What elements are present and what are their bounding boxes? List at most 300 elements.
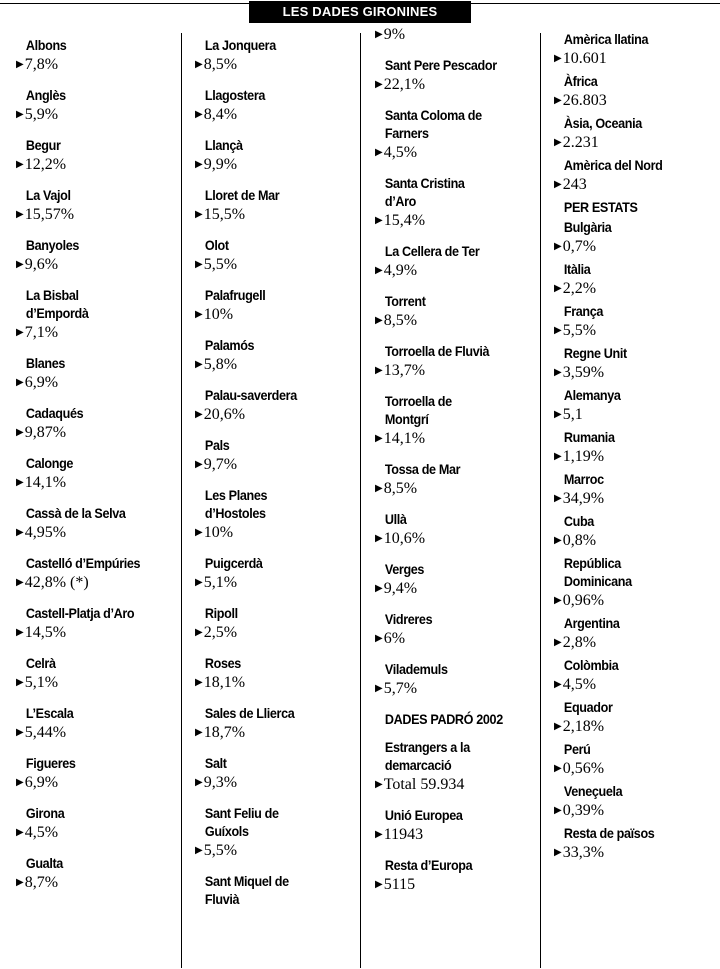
- entry-value-text: 8,4%: [203, 106, 238, 123]
- entry-value-text: 2,18%: [562, 718, 605, 735]
- entry-label: Perú: [563, 741, 591, 757]
- entry-value: [16, 672, 176, 694]
- data-entry: [195, 704, 355, 744]
- entry-label: Colòmbia: [563, 657, 619, 673]
- entry-value: [375, 774, 535, 796]
- entry-value-text: 15,5%: [203, 206, 246, 223]
- column-divider: [360, 33, 361, 968]
- data-entry: [16, 654, 176, 694]
- data-entry: [16, 354, 176, 394]
- column-4: [554, 24, 720, 969]
- entry-value-text: 0,96%: [562, 592, 605, 609]
- triangle-bullet-icon: ▶: [554, 283, 562, 294]
- entry-value: [554, 236, 720, 258]
- entry-value: [375, 360, 535, 382]
- entry-value: [554, 278, 720, 300]
- triangle-bullet-icon: ▶: [375, 879, 383, 890]
- entry-label: Ullà: [384, 511, 407, 527]
- data-entry: [195, 136, 355, 176]
- entry-value: [375, 478, 535, 500]
- entry-value: [195, 54, 355, 76]
- entry-value: [375, 142, 535, 164]
- entry-value: [554, 800, 720, 822]
- entry-label: Guíxols: [204, 823, 249, 839]
- triangle-bullet-icon: ▶: [554, 53, 562, 64]
- entry-label: Begur: [25, 137, 61, 153]
- entry-value: [554, 758, 720, 780]
- entry-value-text: 4,5%: [383, 144, 418, 161]
- entry-value-text: 4,95%: [24, 524, 67, 541]
- entry-value: [554, 90, 720, 112]
- entry-value-text: 8,5%: [383, 480, 418, 497]
- entry-value: [16, 422, 176, 444]
- entry-value: [195, 204, 355, 226]
- entry-value-text: 5,9%: [24, 106, 59, 123]
- data-entry: [554, 698, 720, 738]
- triangle-bullet-icon: ▶: [16, 877, 24, 888]
- data-entry: [195, 386, 355, 426]
- entry-label: Palau-saverdera: [204, 387, 297, 403]
- triangle-bullet-icon: ▶: [375, 79, 383, 90]
- triangle-bullet-icon: ▶: [16, 59, 24, 70]
- entry-label: República: [563, 555, 621, 571]
- entry-value: [16, 772, 176, 794]
- entry-value: [195, 522, 355, 544]
- entry-label: La Bisbal: [25, 287, 79, 303]
- entry-value-text: 10.601: [562, 50, 607, 67]
- triangle-bullet-icon: ▶: [195, 159, 203, 170]
- triangle-bullet-icon: ▶: [375, 147, 383, 158]
- data-entry: [554, 554, 720, 612]
- triangle-bullet-icon: ▶: [195, 677, 203, 688]
- data-entry: [16, 236, 176, 276]
- entry-label: França: [563, 303, 604, 319]
- entry-label: Cassà de la Selva: [25, 505, 126, 521]
- entry-value-text: 14,5%: [24, 624, 67, 641]
- data-entry: [554, 156, 720, 196]
- entry-value: [16, 254, 176, 276]
- data-entry: [375, 856, 535, 896]
- entry-label: Palafrugell: [204, 287, 266, 303]
- entry-value-text: Total 59.934: [383, 776, 465, 793]
- entry-value: [554, 488, 720, 510]
- entry-value-text: 6,9%: [24, 374, 59, 391]
- data-entry: [554, 114, 720, 154]
- triangle-bullet-icon: ▶: [195, 59, 203, 70]
- data-entry: [554, 218, 720, 258]
- entry-label: Resta d’Europa: [384, 857, 473, 873]
- entry-value: [375, 628, 535, 650]
- data-entry: [554, 302, 720, 342]
- entry-value: [16, 54, 176, 76]
- column-divider: [540, 33, 541, 968]
- entry-value-text: 14,1%: [383, 430, 426, 447]
- data-entry: [375, 710, 535, 728]
- data-entry: [554, 824, 720, 864]
- triangle-bullet-icon: ▶: [375, 365, 383, 376]
- entry-label: Alemanya: [563, 387, 621, 403]
- triangle-bullet-icon: ▶: [554, 847, 562, 858]
- entry-value-text: 11943: [383, 826, 424, 843]
- entry-label: Girona: [25, 805, 65, 821]
- entry-label: Calonge: [25, 455, 74, 471]
- data-entry: [195, 554, 355, 594]
- entry-value-text: 5,5%: [562, 322, 597, 339]
- entry-value-text: 12,2%: [24, 156, 67, 173]
- triangle-bullet-icon: ▶: [554, 763, 562, 774]
- entry-value-text: 18,7%: [203, 724, 246, 741]
- entry-value-text: 6,9%: [24, 774, 59, 791]
- data-entry: [375, 242, 535, 282]
- entry-value: [375, 260, 535, 282]
- data-entry: [554, 512, 720, 552]
- entry-value: [375, 874, 535, 896]
- triangle-bullet-icon: ▶: [554, 805, 562, 816]
- entry-label: Torrent: [384, 293, 426, 309]
- entry-label: Llagostera: [204, 87, 266, 103]
- triangle-bullet-icon: ▶: [375, 683, 383, 694]
- entry-value-text: 42,8% (*): [24, 574, 89, 591]
- entry-value: [16, 154, 176, 176]
- entry-value-text: 5,1: [562, 406, 583, 423]
- entry-value: [195, 722, 355, 744]
- entry-label: PER ESTATS: [563, 199, 638, 215]
- entry-value: [375, 74, 535, 96]
- entry-label: Farners: [384, 125, 429, 141]
- entry-label: Tossa de Mar: [384, 461, 461, 477]
- data-entry: [195, 86, 355, 126]
- entry-value: [16, 322, 176, 344]
- entry-value: [16, 572, 176, 594]
- entry-label: Cadaqués: [25, 405, 84, 421]
- triangle-bullet-icon: ▶: [375, 265, 383, 276]
- entry-label: Torroella de Fluvià: [384, 343, 490, 359]
- data-entry: [375, 460, 535, 500]
- data-entry: [16, 604, 176, 644]
- data-entry: [375, 174, 535, 232]
- data-entry: [375, 292, 535, 332]
- triangle-bullet-icon: ▶: [375, 315, 383, 326]
- triangle-bullet-icon: ▶: [16, 827, 24, 838]
- triangle-bullet-icon: ▶: [554, 241, 562, 252]
- triangle-bullet-icon: ▶: [16, 209, 24, 220]
- triangle-bullet-icon: ▶: [554, 637, 562, 648]
- data-entry: [195, 754, 355, 794]
- entry-label: d’Aro: [384, 193, 417, 209]
- entry-value-text: 15,57%: [24, 206, 75, 223]
- triangle-bullet-icon: ▶: [16, 677, 24, 688]
- entry-value: [195, 154, 355, 176]
- entry-label: Vilademuls: [384, 661, 448, 677]
- entry-label: Verges: [384, 561, 425, 577]
- entry-label: Les Planes: [204, 487, 268, 503]
- data-entry: [375, 510, 535, 550]
- entry-label: Regne Unit: [563, 345, 627, 361]
- entry-label: La Cellera de Ter: [384, 243, 480, 259]
- triangle-bullet-icon: ▶: [375, 483, 383, 494]
- triangle-bullet-icon: ▶: [554, 679, 562, 690]
- entry-label: Albons: [25, 37, 67, 53]
- entry-value-text: 2,5%: [203, 624, 238, 641]
- triangle-bullet-icon: ▶: [375, 779, 383, 790]
- entry-value: [16, 104, 176, 126]
- entry-value: [195, 772, 355, 794]
- entry-value: [16, 622, 176, 644]
- triangle-bullet-icon: ▶: [375, 633, 383, 644]
- data-entry: [16, 186, 176, 226]
- triangle-bullet-icon: ▶: [375, 215, 383, 226]
- entry-label: Amèrica del Nord: [563, 157, 663, 173]
- data-entry: [554, 72, 720, 112]
- data-entry: [554, 740, 720, 780]
- entry-label: Puigcerdà: [204, 555, 263, 571]
- data-entry: [16, 404, 176, 444]
- triangle-bullet-icon: ▶: [554, 595, 562, 606]
- entry-label: Lloret de Mar: [204, 187, 280, 203]
- entry-value-text: 8,5%: [203, 56, 238, 73]
- entry-value-text: 5115: [383, 876, 416, 893]
- entry-value: [554, 716, 720, 738]
- entry-label: Anglès: [25, 87, 66, 103]
- entry-label: La Jonquera: [204, 37, 276, 53]
- entry-value-text: 10%: [203, 524, 234, 541]
- triangle-bullet-icon: ▶: [375, 829, 383, 840]
- triangle-bullet-icon: ▶: [16, 159, 24, 170]
- entry-value-text: 2.231: [562, 134, 599, 151]
- entry-label: Itàlia: [563, 261, 591, 277]
- data-entry: [554, 198, 720, 216]
- entry-value-text: 8,7%: [24, 874, 59, 891]
- entry-value-text: 15,4%: [383, 212, 426, 229]
- entry-label: Pals: [204, 437, 230, 453]
- entry-value: [16, 722, 176, 744]
- entry-label: Blanes: [25, 355, 66, 371]
- entry-label: Amèrica llatina: [563, 31, 649, 47]
- entry-label: L’Escala: [25, 705, 74, 721]
- entry-value-text: 9,6%: [24, 256, 59, 273]
- triangle-bullet-icon: ▶: [16, 577, 24, 588]
- entry-label: Argentina: [563, 615, 620, 631]
- entry-value-text: 34,9%: [562, 490, 605, 507]
- entry-value: [195, 254, 355, 276]
- entry-value-text: 4,9%: [383, 262, 418, 279]
- entry-label: Castelló d’Empúries: [25, 555, 141, 571]
- entry-label: Fluvià: [204, 891, 240, 907]
- entry-value-text: 1,19%: [562, 448, 605, 465]
- triangle-bullet-icon: ▶: [195, 627, 203, 638]
- entry-label: Gualta: [25, 855, 63, 871]
- entry-value-text: 5,44%: [24, 724, 67, 741]
- entry-value: [375, 578, 535, 600]
- column-3: [375, 24, 535, 969]
- entry-value-text: 2,2%: [562, 280, 597, 297]
- entry-label: demarcació: [384, 757, 452, 773]
- entry-label: Rumania: [563, 429, 615, 445]
- data-entry: [16, 704, 176, 744]
- entry-value: [16, 872, 176, 894]
- entry-value-text: 10%: [203, 306, 234, 323]
- entry-value-text: 5,1%: [24, 674, 59, 691]
- entry-label: Sales de Llierca: [204, 705, 295, 721]
- entry-value-text: 7,8%: [24, 56, 59, 73]
- triangle-bullet-icon: ▶: [16, 477, 24, 488]
- entry-value: [16, 522, 176, 544]
- entry-value-text: 5,8%: [203, 356, 238, 373]
- entry-value: [195, 672, 355, 694]
- entry-value-text: 10,6%: [383, 530, 426, 547]
- data-entry: [375, 560, 535, 600]
- triangle-bullet-icon: ▶: [554, 535, 562, 546]
- data-entry: [195, 436, 355, 476]
- triangle-bullet-icon: ▶: [554, 137, 562, 148]
- entry-value: [554, 446, 720, 468]
- triangle-bullet-icon: ▶: [554, 95, 562, 106]
- entry-value: [375, 24, 535, 46]
- triangle-bullet-icon: ▶: [195, 409, 203, 420]
- entry-value: [375, 678, 535, 700]
- data-entry: [554, 260, 720, 300]
- triangle-bullet-icon: ▶: [16, 377, 24, 388]
- entry-label: Montgrí: [384, 411, 429, 427]
- entry-label: Roses: [204, 655, 241, 671]
- entry-label: Àfrica: [563, 73, 598, 89]
- entry-value: [554, 132, 720, 154]
- entry-value-text: 6%: [383, 630, 406, 647]
- entry-value: [375, 210, 535, 232]
- entry-value-text: 4,5%: [24, 824, 59, 841]
- triangle-bullet-icon: ▶: [16, 627, 24, 638]
- data-entry: [16, 504, 176, 544]
- data-entry: [554, 470, 720, 510]
- data-entry: [16, 554, 176, 594]
- entry-label: Salt: [204, 755, 227, 771]
- entry-label: Banyoles: [25, 237, 80, 253]
- entry-value-text: 20,6%: [203, 406, 246, 423]
- entry-value: [554, 48, 720, 70]
- entry-value-text: 243: [562, 176, 587, 193]
- entry-value: [554, 632, 720, 654]
- triangle-bullet-icon: ▶: [195, 527, 203, 538]
- data-entry: [16, 86, 176, 126]
- entry-value-text: 18,1%: [203, 674, 246, 691]
- data-entry: [16, 136, 176, 176]
- entry-label: La Vajol: [25, 187, 71, 203]
- entry-value: [554, 842, 720, 864]
- entry-value-text: 9,87%: [24, 424, 67, 441]
- entry-label: Unió Europea: [384, 807, 463, 823]
- data-entry: [375, 660, 535, 700]
- entry-value: [195, 304, 355, 326]
- entry-value: [554, 530, 720, 552]
- entry-label: Sant Feliu de: [204, 805, 279, 821]
- data-entry: [195, 604, 355, 644]
- entry-label: Veneçuela: [563, 783, 623, 799]
- entry-value: [375, 528, 535, 550]
- triangle-bullet-icon: ▶: [16, 727, 24, 738]
- entry-value: [195, 354, 355, 376]
- data-entry: [195, 486, 355, 544]
- triangle-bullet-icon: ▶: [375, 29, 383, 40]
- data-entry: [554, 30, 720, 70]
- data-entry: [16, 804, 176, 844]
- entry-value: [554, 320, 720, 342]
- data-entry: [16, 754, 176, 794]
- triangle-bullet-icon: ▶: [554, 721, 562, 732]
- entry-value: [554, 404, 720, 426]
- triangle-bullet-icon: ▶: [16, 427, 24, 438]
- data-entry: [16, 854, 176, 894]
- triangle-bullet-icon: ▶: [195, 259, 203, 270]
- entry-value-text: 14,1%: [24, 474, 67, 491]
- entry-value-text: 13,7%: [383, 362, 426, 379]
- entry-value: [195, 404, 355, 426]
- entry-label: Dominicana: [563, 573, 632, 589]
- triangle-bullet-icon: ▶: [195, 577, 203, 588]
- entry-value-text: 22,1%: [383, 76, 426, 93]
- triangle-bullet-icon: ▶: [195, 109, 203, 120]
- entry-value-text: 5,5%: [203, 256, 238, 273]
- entry-label: Marroc: [563, 471, 604, 487]
- entry-value: [375, 310, 535, 332]
- triangle-bullet-icon: ▶: [554, 493, 562, 504]
- entry-label: Sant Miquel de: [204, 873, 289, 889]
- entry-value-text: 9,9%: [203, 156, 238, 173]
- column-1: [16, 24, 176, 969]
- data-entry: [375, 738, 535, 796]
- triangle-bullet-icon: ▶: [554, 367, 562, 378]
- entry-value-text: 3,59%: [562, 364, 605, 381]
- data-entry: [195, 36, 355, 76]
- entry-value: [195, 840, 355, 862]
- entry-label: Bulgària: [563, 219, 612, 235]
- data-entry: [195, 804, 355, 862]
- data-entry: [375, 56, 535, 96]
- entry-label: Palamós: [204, 337, 255, 353]
- triangle-bullet-icon: ▶: [554, 409, 562, 420]
- triangle-bullet-icon: ▶: [554, 451, 562, 462]
- entry-label: d’Hostoles: [204, 505, 266, 521]
- entry-label: Ripoll: [204, 605, 238, 621]
- entry-label: Celrà: [25, 655, 56, 671]
- column-divider: [181, 33, 182, 968]
- data-entry: [554, 344, 720, 384]
- triangle-bullet-icon: ▶: [195, 845, 203, 856]
- entry-label: Resta de països: [563, 825, 655, 841]
- entry-value: [375, 824, 535, 846]
- section-header: LES DADES GIRONINES: [249, 1, 471, 23]
- data-entry: [375, 106, 535, 164]
- entry-value: [16, 372, 176, 394]
- entry-value-text: 0,7%: [562, 238, 597, 255]
- entry-value: [16, 472, 176, 494]
- data-entry: [16, 36, 176, 76]
- entry-label: DADES PADRÓ 2002: [384, 711, 503, 727]
- triangle-bullet-icon: ▶: [554, 325, 562, 336]
- entry-label: Santa Cristina: [384, 175, 465, 191]
- entry-value: [16, 822, 176, 844]
- triangle-bullet-icon: ▶: [195, 777, 203, 788]
- entry-value-text: 26.803: [562, 92, 607, 109]
- entry-value-text: 0,56%: [562, 760, 605, 777]
- entry-label: Torroella de: [384, 393, 452, 409]
- data-entry: [195, 186, 355, 226]
- triangle-bullet-icon: ▶: [195, 727, 203, 738]
- triangle-bullet-icon: ▶: [195, 309, 203, 320]
- data-entry: [195, 286, 355, 326]
- entry-value-text: 7,1%: [24, 324, 59, 341]
- entry-value-text: 9,3%: [203, 774, 238, 791]
- entry-value: [554, 362, 720, 384]
